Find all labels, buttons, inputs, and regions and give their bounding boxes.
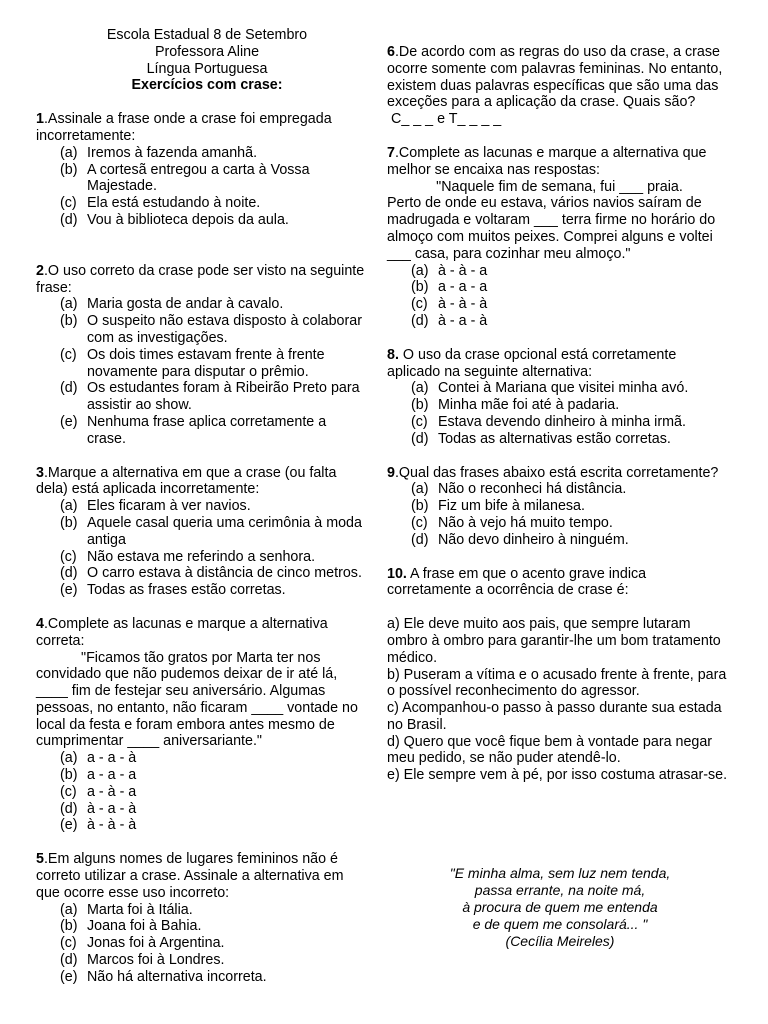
option-d: (d) Não devo dinheiro à ninguém.	[411, 531, 629, 548]
poem-line: e de quem me consolará... "	[472, 916, 648, 932]
left-column	[36, 27, 369, 986]
question-3	[36, 465, 369, 599]
question-9	[387, 465, 732, 549]
option-d: (d) O carro estava à distância de cinco metros.	[60, 565, 362, 582]
question-text: .Assinale a frase onde a crase foi empregada incorretamente:	[36, 111, 332, 144]
question-quote: "Ficamos tão gratos por Marta ter nos convidado que não pudemos deixar de ir até lá, ____ fim de festejar seu aniversário. Algumas pessoas, no entanto, não ficaram ____ vontade no local da festa e foram embora antes mesmo de cumprimentar ____ aniversariante."	[36, 649, 358, 750]
option-c: (c) a - à - a	[60, 783, 137, 800]
question-2	[36, 263, 369, 448]
question-quote-body: Perto de onde eu estava, vários navios saíram de madrugada e voltaram ___ terra firme no horário do almoço com muitos peixes. Comprei alguns e voltei ___ casa, para cozinhar meu almoço."	[387, 195, 716, 262]
option-a: (a) Eles ficaram à ver navios.	[60, 498, 251, 515]
poem-line: à procura de quem me entenda	[462, 899, 658, 915]
option-b: (b) Minha mãe foi até à padaria.	[411, 397, 620, 414]
option-a: a) Ele deve muito aos pais, que sempre lutaram ombro à ombro para garantir-lhe um bom tratamento médico.	[387, 616, 721, 666]
option-d: (d) Os estudantes foram à Ribeirão Preto para assistir ao show.	[60, 380, 360, 414]
question-number: 10.	[387, 565, 407, 582]
page-title: Exercícios com crase:	[131, 77, 283, 94]
option-e: (e) Todas as frases estão corretas.	[60, 582, 286, 599]
option-a: (a) à - à - a	[411, 262, 488, 279]
question-number: 7	[387, 144, 395, 161]
question-text: .O uso correto da crase pode ser visto na seguinte frase:	[36, 262, 365, 296]
option-c: (c) à - à - à	[411, 296, 488, 313]
option-b: (b) Joana foi à Bahia.	[60, 918, 202, 935]
option-c: (c) Jonas foi à Argentina.	[60, 935, 225, 952]
question-quote-first-line: "Naquele fim de semana, fui ___ praia.	[436, 178, 683, 195]
question-number: 5	[36, 851, 44, 868]
option-a: (a) Marta foi à Itália.	[60, 901, 193, 918]
option-a: (a) Contei à Mariana que visitei minha avó.	[411, 380, 689, 397]
question-text: .Em alguns nomes de lugares femininos não é correto utilizar a crase. Assinale a alternativa em que ocorre esse uso incorreto:	[36, 851, 344, 901]
question-text: .Qual das frases abaixo está escrita corretamente?	[394, 464, 719, 481]
option-d: (d) Todas as alternativas estão corretas.	[411, 430, 671, 447]
poem-author: (Cecília Meireles)	[505, 933, 615, 949]
question-text: .Complete as lacunas e marque a alternativa que melhor se encaixa nas respostas:	[387, 144, 707, 178]
option-e: (e) Não há alternativa incorreta.	[60, 968, 267, 985]
option-c: (c) Estava devendo dinheiro à minha irmã.	[411, 413, 686, 430]
option-b: (b) a - a - a	[60, 767, 137, 784]
question-number: 4	[36, 615, 44, 632]
teacher-name: Professora Aline	[154, 43, 260, 60]
option-e: (e) à - à - à	[60, 817, 137, 834]
option-c: c) Acompanhou-o passo à passo durante sua estada no Brasil.	[387, 700, 722, 733]
option-a: (a) Maria gosta de andar à cavalo.	[60, 296, 284, 313]
option-b: (b) a - a - a	[411, 279, 488, 296]
option-d: (d) à - a - à	[60, 800, 137, 817]
option-d: (d) Marcos foi à Londres.	[60, 952, 225, 969]
question-text: A frase em que o acento grave indica corretamente a ocorrência de crase é:	[387, 565, 647, 599]
poem-quote	[420, 865, 700, 950]
question-5	[36, 851, 369, 985]
question-7	[387, 145, 732, 330]
option-e: (e) Nenhuma frase aplica corretamente a crase.	[60, 413, 327, 447]
question-text: .Marque a alternativa em que a crase (ou falta dela) está aplicada incorretamente:	[36, 464, 337, 498]
option-b: (b) O suspeito não estava disposto à colaborar com as investigações.	[60, 313, 362, 346]
option-d: (d) à - a - à	[411, 312, 488, 329]
question-number: 1	[36, 111, 44, 128]
subject-name: Língua Portuguesa	[146, 60, 268, 77]
poem-line: passa errante, na noite má,	[474, 882, 646, 898]
option-d: (d) Vou à biblioteca depois da aula.	[60, 211, 289, 228]
question-8	[387, 347, 732, 448]
option-b: (b) A cortesã entregou a carta à Vossa Majestade.	[60, 161, 310, 195]
option-a: (a) Iremos à fazenda amanhã.	[60, 144, 258, 161]
question-text: O uso da crase opcional está corretamente aplicado na seguinte alternativa:	[387, 346, 677, 380]
question-number: 8.	[387, 346, 399, 363]
option-b: (b) Aquele casal queria uma cerimônia à moda antiga	[60, 514, 362, 548]
question-4	[36, 616, 369, 834]
option-c: (c) Não à vejo há muito tempo.	[411, 514, 613, 531]
question-text: .Complete as lacunas e marque a alternativa correta:	[36, 615, 328, 649]
option-c: (c) Ela está estudando à noite.	[60, 195, 261, 212]
option-c: (c) Não estava me referindo a senhora.	[60, 548, 316, 565]
poem-line: "E minha alma, sem luz nem tenda,	[449, 865, 671, 881]
question-10	[387, 566, 732, 785]
question-number: 2	[36, 262, 44, 279]
question-number: 3	[36, 464, 44, 481]
option-a: (a) Não o reconheci há distância.	[411, 481, 627, 498]
right-column	[387, 44, 732, 784]
question-text: .De acordo com as regras do uso da crase, a crase ocorre somente com palavras femininas. No entanto, existem duas palavras específicas que são uma das exceções para a aplicação da crase. Quais são?	[387, 44, 723, 111]
option-d: d) Quero que você fique bem à vontade para negar meu pedido, se não puder atendê-lo.	[387, 733, 713, 767]
question-1	[36, 111, 369, 229]
option-b: (b) Fiz um bife à milanesa.	[411, 498, 585, 515]
option-e: e) Ele sempre vem à pé, por isso costuma atrasar-se.	[387, 767, 728, 784]
option-c: (c) Os dois times estavam frente à frente novamente para disputar o prêmio.	[60, 346, 325, 380]
question-6	[387, 44, 732, 128]
option-b: b) Puseram a vítima e o acusado frente à frente, para o possível reconhecimento do agressor.	[387, 666, 727, 700]
question-number: 9	[387, 464, 395, 481]
option-a: (a) a - a - à	[60, 750, 137, 767]
question-number: 6	[387, 44, 395, 60]
answer-blank-line: C_ _ _ e T_ _ _ _	[391, 111, 502, 128]
school-name: Escola Estadual 8 de Setembro	[106, 27, 308, 43]
document-header	[45, 27, 369, 94]
